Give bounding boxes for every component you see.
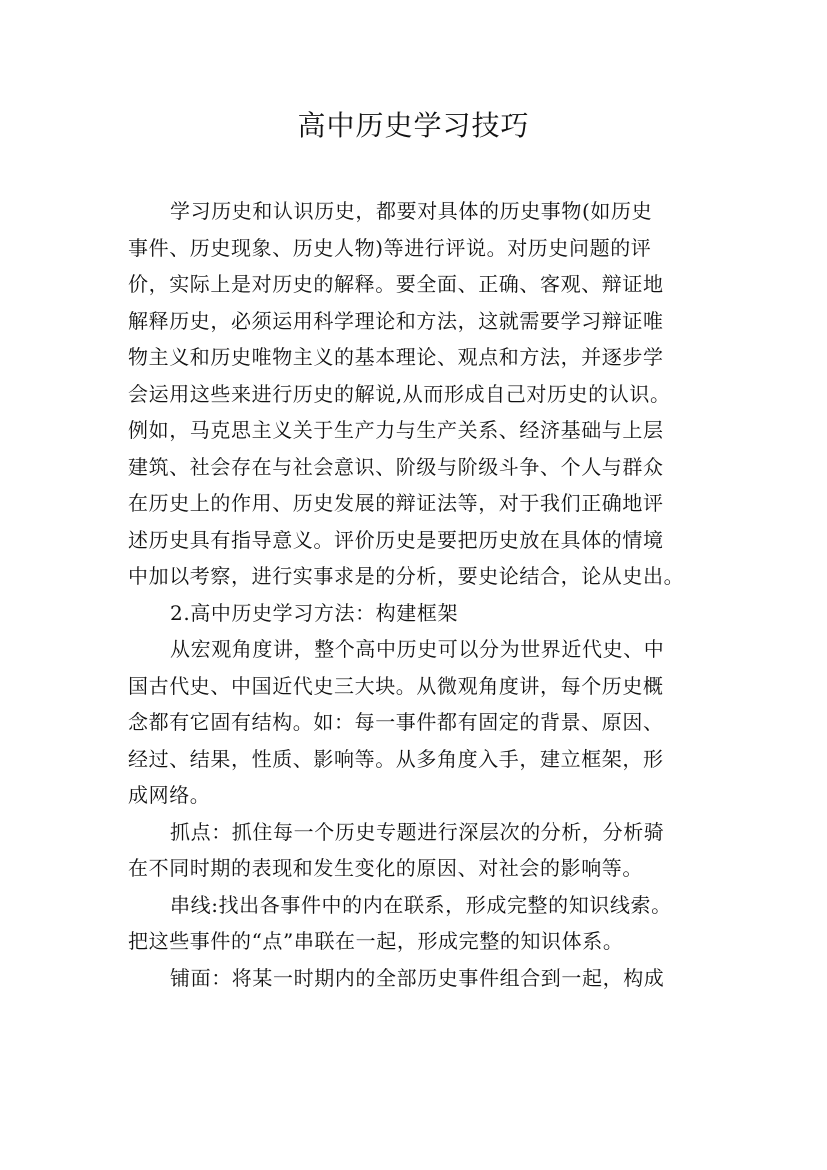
paragraph-line: 国古代史、中国近代史三大块。从微观角度讲，每个历史概 xyxy=(128,673,664,698)
paragraph-line: 解释历史，必须运用科学理论和方法，这就需要学习辩证唯 xyxy=(128,308,664,333)
paragraph-line: 抓点：抓住每一个历史专题进行深层次的分析，分析骑 xyxy=(170,819,665,844)
paragraph-line: 在历史上的作用、历史发展的辩证法等，对于我们正确地评 xyxy=(128,491,664,515)
paragraph-line: 价，实际上是对历史的解释。要全面、正确、客观、辩证地 xyxy=(128,272,664,296)
paragraph-line: 念都有它固有结构。如：每一事件都有固定的背景、原因、 xyxy=(128,710,664,734)
paragraph-line: 从宏观角度讲，整个高中历史可以分为世界近代史、中 xyxy=(170,637,665,661)
paragraph-line: 铺面：将某一时期内的全部历史事件组合到一起，构成 xyxy=(170,965,665,990)
paragraph-line: 串线:找出各事件中的内在联系，形成完整的知识线索。 xyxy=(170,892,672,917)
paragraph-line: 学习历史和认识历史，都要对具体的历史事物(如历史 xyxy=(170,199,653,223)
document-body xyxy=(128,193,708,996)
paragraph-line: 会运用这些来进行历史的解说,从而形成自己对历史的认识。 xyxy=(128,381,671,406)
paragraph-line: 事件、历史现象、历史人物)等进行评说。对历史问题的评 xyxy=(128,235,652,260)
section-heading: 2.高中历史学习方法：构建框架 xyxy=(170,600,459,625)
paragraph-line: 经过、结果，性质、影响等。从多角度入手，建立框架，形 xyxy=(128,746,664,771)
paragraph-line: 建筑、社会存在与社会意识、阶级与阶级斗争、个人与群众 xyxy=(128,454,664,479)
paragraph-line: 例如，马克思主义关于生产力与生产关系、经济基础与上层 xyxy=(128,418,664,442)
document-title: 高中历史学习技巧 xyxy=(297,109,530,142)
paragraph-line: 中加以考察，进行实事求是的分析，要史论结合，论从史出。 xyxy=(128,564,685,588)
paragraph-line: 把这些事件的“点”串联在一起，形成完整的知识体系。 xyxy=(128,929,624,953)
paragraph-line: 在不同时期的表现和发生变化的原因、对社会的影响等。 xyxy=(128,856,643,880)
paragraph-line: 物主义和历史唯物主义的基本理论、观点和方法，并逐步学 xyxy=(128,345,664,369)
paragraph-line: 述历史具有指导意义。评价历史是要把历史放在具体的情境 xyxy=(128,527,664,552)
paragraph-line: 成网络。 xyxy=(128,783,211,807)
